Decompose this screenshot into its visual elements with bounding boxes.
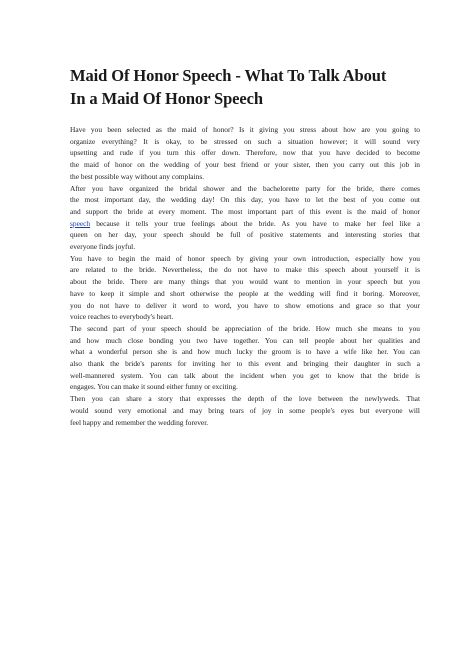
- text-line: have to keep it simple and short otherwise the people at the wedding will find it boring. Moreover,: [70, 288, 420, 298]
- text-line: the maid of honor on the wedding of your best friend or your sister, then you carry out this job in: [70, 160, 420, 170]
- article-body: [70, 124, 420, 428]
- paragraph-introduction: [70, 253, 420, 323]
- text-line: everyone finds joyful.: [70, 242, 136, 252]
- text-line: and how much close bonding you two have together. You can tell people about her qualities and: [70, 335, 420, 345]
- text-line: and support the bride at every moment. The most important part of this event is the maid of honor: [70, 206, 420, 216]
- paragraph-wedding-day: [70, 183, 420, 253]
- text-line: organize everything? It is okay, to be stressed on such a situation however; it will sound very: [70, 136, 420, 146]
- text-line: After you have organized the bridal shower and the bachelorette party for the bride, there comes: [70, 183, 420, 193]
- text-line: feel happy and remember the wedding forever.: [70, 417, 209, 427]
- text-line: about the bride. There are many things that you would want to mention in your speech but you: [70, 277, 420, 287]
- text-line: would sound very emotional and may bring tears of joy in some people's eyes but everyone will: [70, 405, 420, 415]
- text-line: also thank the bride's parents for inviting her to this event and bringing their daughter in such a: [70, 359, 420, 369]
- text-line: The second part of your speech should be appreciation of the bride. How much she means to you: [70, 323, 420, 333]
- paragraph-story: [70, 393, 420, 428]
- paragraph-appreciation: [70, 323, 420, 393]
- link-line-rest: because it tells your true feelings about the bride. As you have to make her feel like a: [90, 218, 420, 228]
- text-line: the best possible way without any complains.: [70, 171, 205, 181]
- title-line-1: Maid Of Honor Speech - What To Talk About: [70, 66, 387, 85]
- speech-link[interactable]: speech: [70, 218, 91, 228]
- text-line: well-mannered system. You can talk about the incident when you get to know that the bride is: [70, 370, 420, 380]
- text-line: You have to begin the maid of honor speech by giving your own introduction, especially how you: [70, 253, 420, 263]
- text-line: are related to the bride. Nevertheless, the do not have to make this speech about yourself it is: [70, 265, 420, 275]
- text-line: voice reaches to everybody's heart.: [70, 312, 174, 322]
- text-line: upsetting and rude if you turn this offer down. Therefore, now that you have decided to become: [70, 148, 420, 158]
- text-line: the most important day, the wedding day! On this day, you have to let the best of you come out: [70, 195, 420, 205]
- text-line: you do not have to deliver it word to word, you have to show emotions and grace so that your: [70, 300, 420, 310]
- page-title: [70, 64, 415, 110]
- text-line: what a wonderful person she is and how much lucky the groom is to have a wife like her. You can: [70, 347, 420, 357]
- text-line: engages. You can make it sound either funny or exciting.: [70, 382, 238, 392]
- text-line: Have you been selected as the maid of honor? Is it giving you stress about how are you going to: [70, 125, 420, 134]
- title-line-2: In a Maid Of Honor Speech: [70, 89, 263, 108]
- text-line-with-link: [70, 218, 420, 230]
- paragraph-intro: [70, 124, 420, 183]
- text-line: Then you can share a story that expresses the depth of the love between the newlyweds. That: [70, 394, 420, 404]
- text-line: queen on her day, your speech should be full of positive statements and interesting stories that: [70, 230, 420, 240]
